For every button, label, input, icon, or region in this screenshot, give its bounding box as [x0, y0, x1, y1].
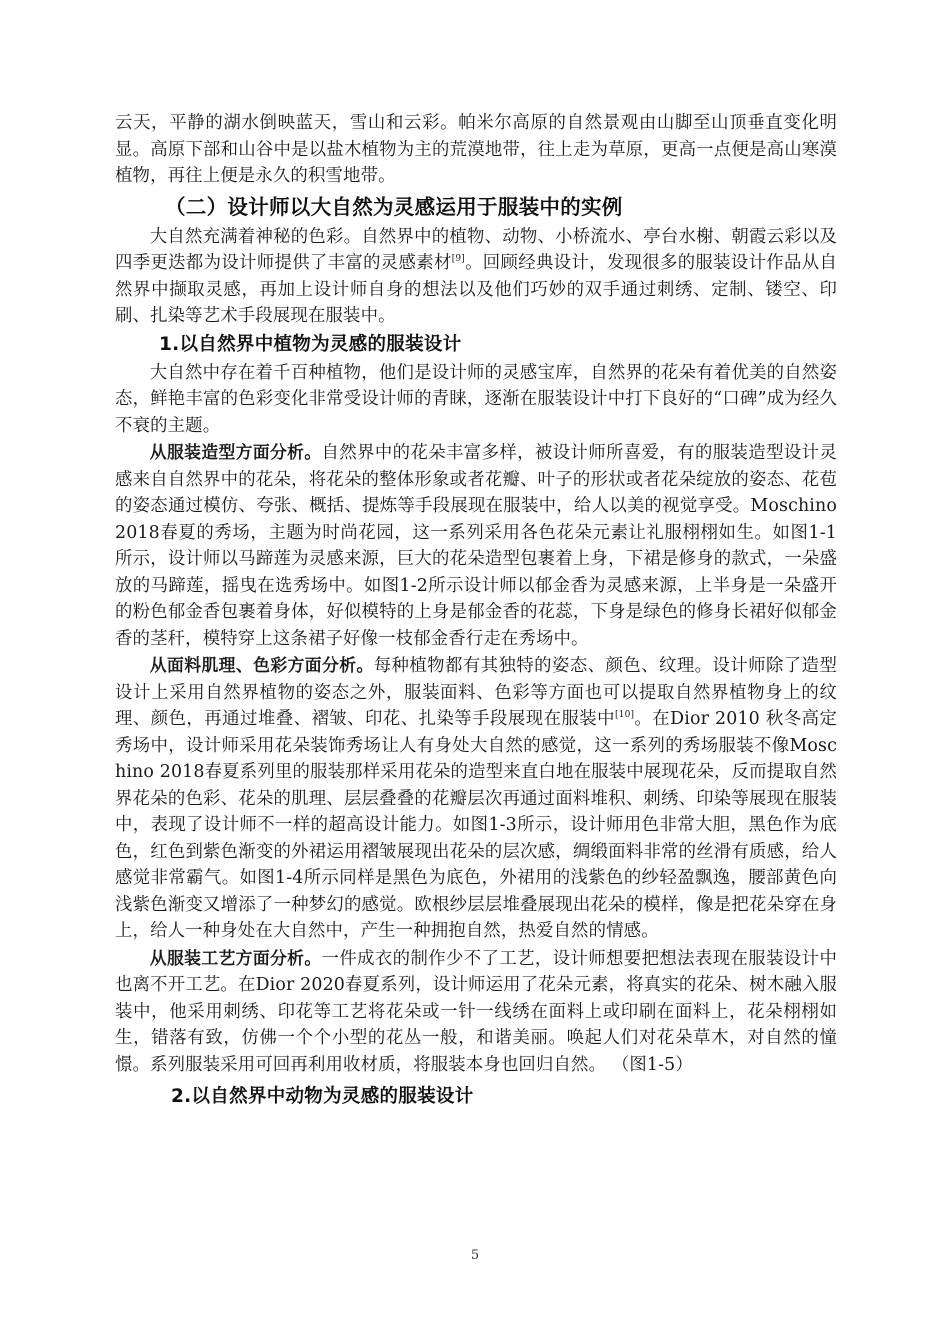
paragraph-silhouette-analysis: [115, 439, 837, 652]
subsection-heading-plants: 1.以自然界中植物为灵感的服装设计: [159, 333, 462, 355]
paragraph-texture-color-analysis: [115, 652, 837, 945]
page-number: 5: [470, 1248, 480, 1263]
paragraph-text: 。回顾经典设计，发现很多的服装设计作品从自然界中撷取灵感，再加上设计师自身的想法以及他们巧妙的双手通过刺绣、定制、镂空、印刷、扎染等艺术手段展现在服装中。: [115, 253, 838, 326]
paragraph-text: 每种植物都有其独特的姿态、颜色、纹理。设计师除了造型设计上采用自然界植物的姿态之外，服装面料、色彩等方面也可以提取自然界植物身上的纹理、颜色，再通过堆叠、褶皱、印花、扎染等手段展现在服装中: [115, 656, 838, 729]
paragraph-nature-inspiration: [115, 224, 837, 330]
paragraph-lead: 从服装工艺方面分析。: [149, 947, 322, 968]
paragraph-text: 大自然充满着神秘的色彩。自然界中的植物、动物、小桥流水、亭台水榭、朝霞云彩以及四季更迭都为设计师提供了丰富的灵感素材: [115, 226, 837, 273]
paragraph-plants-intro: 大自然中存在着千百种植物，他们是设计师的灵感宝库，自然界的花朵有着优美的自然姿态，鲜艳丰富的色彩变化非常受设计师的青睐，逐渐在服装设计中打下良好的“口碑”成为经久不衰的主题。: [115, 362, 837, 436]
citation-ref: [10]: [615, 710, 635, 720]
paragraph-lead: 从面料肌理、色彩方面分析。: [149, 655, 374, 675]
paragraph-lead: 从服装造型方面分析。: [149, 442, 322, 462]
paragraph-text: 自然界中的花朵丰富多样，被设计师所喜爱，有的服装造型设计灵感来自自然界中的花朵，将花朵的整体形象或者花瓣、叶子的形状或者花朵绽放的姿态、花苞的姿态通过模仿、夸张、概括、提炼等手段展现在服装中，给人以美的视觉享受。Moschino 2018春夏的秀场，主题为时尚花园，这一系列采用各色花朵元素让礼服栩栩如生。如图1-1所示，设计师以马蹄莲为灵感来源，巨大的花朵造型包裹着上身，下裙是修身的款式，一朵盛放的马蹄莲，摇曳在选秀场中。如图1-2所示设计师以郁金香为灵感来源，上半身是一朵盛开的粉色郁金香包裹着身体，好似模特的上身是郁金香的花蕊，下身是绿色的修身长裙好似郁金香的茎秆，模特穿上这条裙子好像一枝郁金香行走在秀场中。: [115, 443, 837, 649]
paragraph-plateau-landscape: 云天，平静的湖水倒映蓝天，雪山和云彩。帕米尔高原的自然景观由山脚至山顶垂直变化明显。高原下部和山谷中是以盐木植物为主的荒漠地带，往上走为草原，更高一点便是高山寒漠植物，再往上便是永久的积雪地带。: [115, 113, 837, 186]
section-heading: （二）设计师以大自然为灵感运用于服装中的实例: [165, 194, 623, 219]
paragraph-text: 一件成衣的制作少不了工艺，设计师想要把想法表现在服装设计中也离不开工艺。在Dior 2020春夏系列，设计师运用了花朵元素，将真实的花朵、树木融入服装中，他采用刺绣、印花等工艺将花朵或一针一线绣在面料上或印刷在面料上，花朵栩栩如生，错落有致，仿佛一个个小型的花丛一般，和谐美丽。唤起人们对花朵草木，对自然的憧憬。系列服装采用可回再利用收材质，将服装本身也回归自然。 （图1-5）: [115, 948, 837, 1075]
paragraph-text: 。在Dior 2010 秋冬高定秀场中，设计师采用花朵装饰秀场让人有身处大自然的感觉，这一系列的秀场服装不像Moschino 2018春夏系列里的服装那样采用花朵的造型来直白地在服装中展现花朵，反而提取自然界花朵的色彩、花朵的肌理、层层叠叠的花瓣层次再通过面料堆积、刺绣、印染等展现在服装中，表现了设计师不一样的超高设计能力。如图1-3所示，设计师用色非常大胆，黑色作为底色，红色到紫色渐变的外裙运用褶皱展现出花朵的层次感，绸缎面料非常的丝滑有质感，给人感觉非常霸气。如图1-4所示同样是黑色为底色，外裙用的浅紫色的纱轻盈飘逸，腰部黄色向浅紫色渐变又增添了一种梦幻的感觉。欧根纱层层堆叠展现出花朵的模样，像是把花朵穿在身上，给人一种身处在大自然中，产生一种拥抱自然，热爱自然的情感。: [115, 709, 837, 941]
paragraph-craft-analysis: [115, 945, 837, 1079]
subsection-heading-animals: 2.以自然界中动物为灵感的服装设计: [171, 1086, 474, 1107]
citation-ref: [9]: [451, 254, 465, 264]
page-content: [115, 110, 837, 1112]
